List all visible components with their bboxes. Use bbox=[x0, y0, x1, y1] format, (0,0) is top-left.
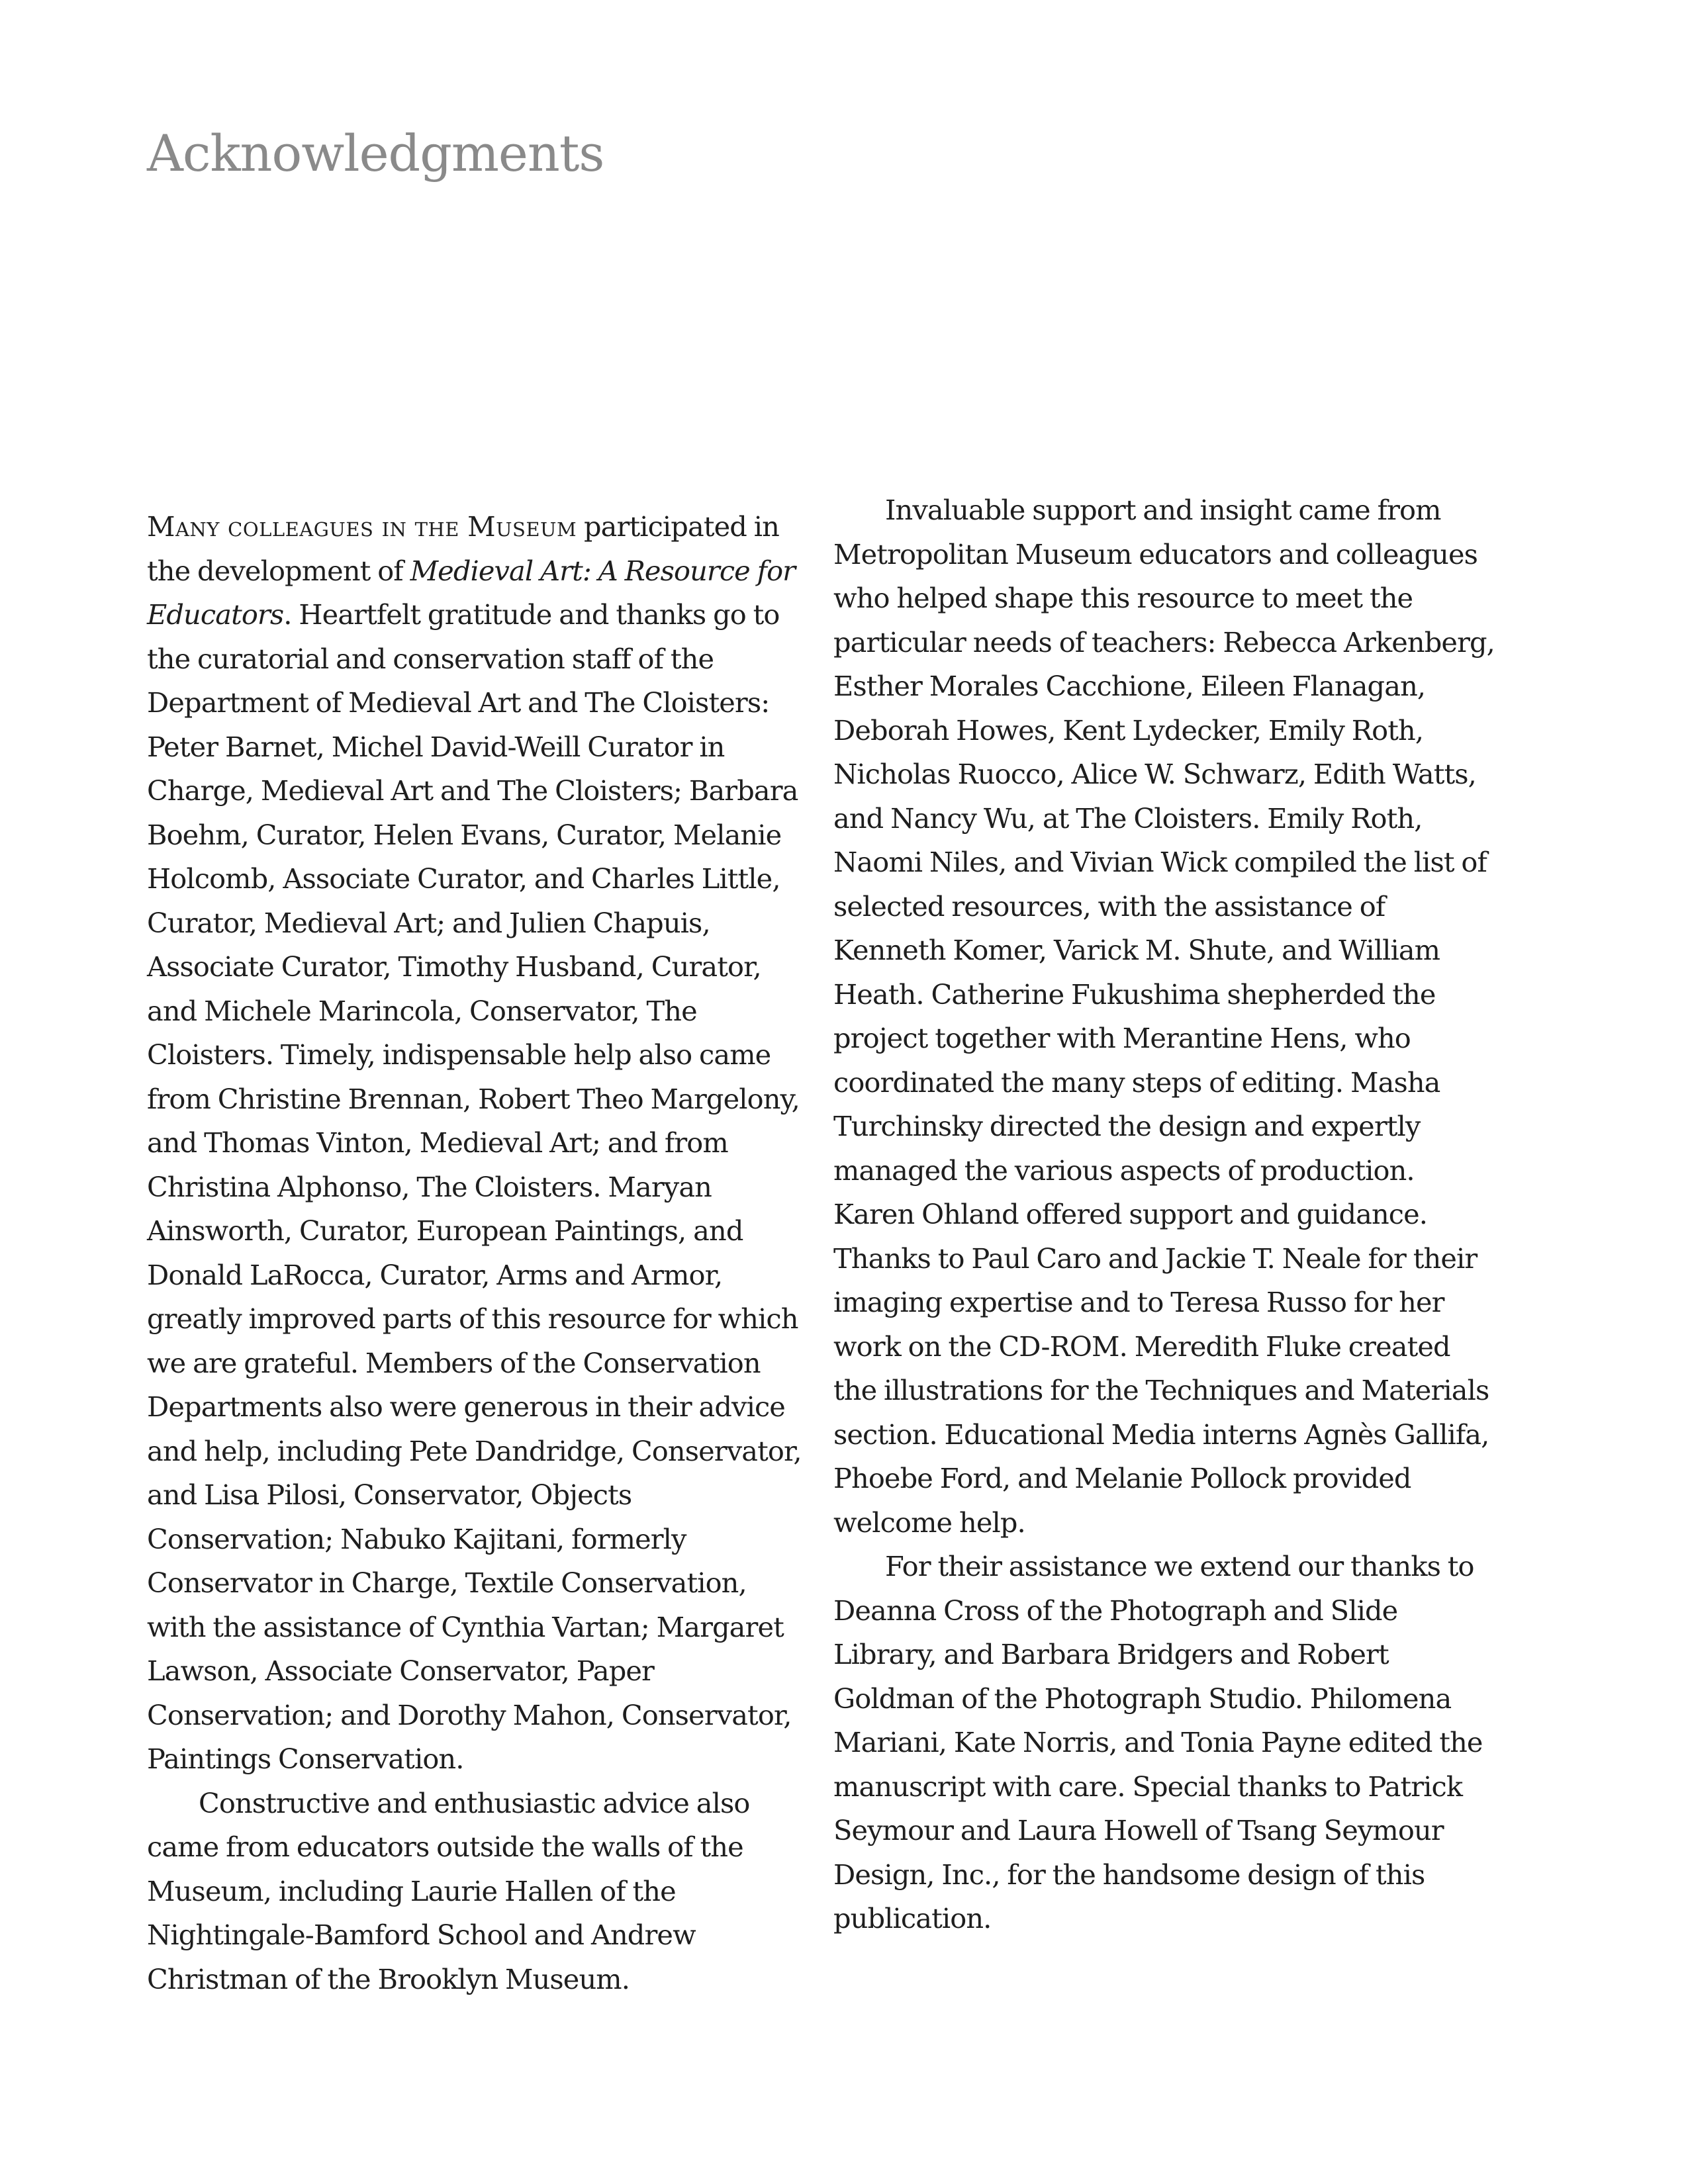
paragraph-photo-and-design-thanks: For their assistance we extend our thanks to Deanna Cross of the Photograph and Slide Library, and Barbara Bridgers and Robert Goldman of the Photograph Studio. Philomena Mariani, Kate Norris, and Tonia Payne edited the manuscript with care. Special thanks to Patrick Seymour and Laura Howell of Tsang Seymour Design, Inc., for the handsome design of this publication. bbox=[833, 1550, 1483, 1934]
paragraph-museum-colleagues bbox=[147, 505, 809, 1782]
lead-in-small-caps: Many colleagues in the Museum bbox=[147, 510, 577, 543]
left-column bbox=[147, 505, 809, 2001]
right-column bbox=[833, 488, 1495, 1941]
paragraph-text: participated in the development of bbox=[147, 510, 779, 587]
page-title: Acknowledgments bbox=[147, 124, 604, 183]
paragraph-text: . Heartfelt gratitude and thanks go to the curatorial and conservation staff of the Department of Medieval Art and The Cloisters: Peter Barnet, Michel David-Weill Curator in Charge, Medieval Art and The Cloisters; Barbara Boehm, Curator, Helen Evans, Curator, Melanie Holcomb, Associate Curator, and Charles Little, Curator, Medieval Art; and Julien Chapuis, Associate Curator, Timothy Husband, Curator, and Michele Marincola, Conservator, The Cloisters. Timely, indispensable help also came from Christine Brennan, Robert Theo Margelony, and Thomas Vinton, Medieval Art; and from Christina Alphonso, The Cloisters. Maryan Ainsworth, Curator, European Paintings, and Donald LaRocca, Curator, Arms and Armor, greatly improved parts of this resource for which we are grateful. Members of the Conservation Departments also were generous in their advice and help, including Pete Dandridge, Conservator, and Lisa Pilosi, Conservator, Objects Conservation; Nabuko Kajitani, formerly Conservator in Charge, Textile Conservation, with the assistance of Cynthia Vartan; Margaret Lawson, Associate Conservator, Paper Conservation; and Dorothy Mahon, Conservator, Paintings Conservation. bbox=[147, 598, 802, 1775]
book-title: Medieval Art: A Resource for Educators bbox=[147, 554, 796, 631]
paragraph-museum-educators: Invaluable support and insight came from Metropolitan Museum educators and colleagues who helped shape this resource to meet the particular needs of teachers: Rebecca Arkenberg, Esther Morales Cacchione, Eileen Flanagan, Deborah Howes, Kent Lydecker, Emily Roth, Nicholas Ruocco, Alice W. Schwarz, Edith Watts, and Nancy Wu, at The Cloisters. Emily Roth, Naomi Niles, and Vivian Wick compiled the list of selected resources, with the assistance of Kenneth Komer, Varick M. Shute, and William Heath. Catherine Fukushima shepherded the project together with Merantine Hens, who coordinated the many steps of editing. Masha Turchinsky directed the design and expertly managed the various aspects of production. Karen Ohland offered support and guidance. Thanks to Paul Caro and Jackie T. Neale for their imaging expertise and to Teresa Russo for her work on the CD-ROM. Meredith Fluke created the illustrations for the Techniques and Materials section. Educational Media interns Agnès Gallifa, Phoebe Ford, and Melanie Pollock provided welcome help. bbox=[833, 494, 1495, 1539]
paragraph-outside-educators: Constructive and enthusiastic advice also came from educators outside the walls of the Museum, including Laurie Hallen of the Nightingale-Bamford School and Andrew Christman of the Brooklyn Museum. bbox=[147, 1786, 750, 1995]
